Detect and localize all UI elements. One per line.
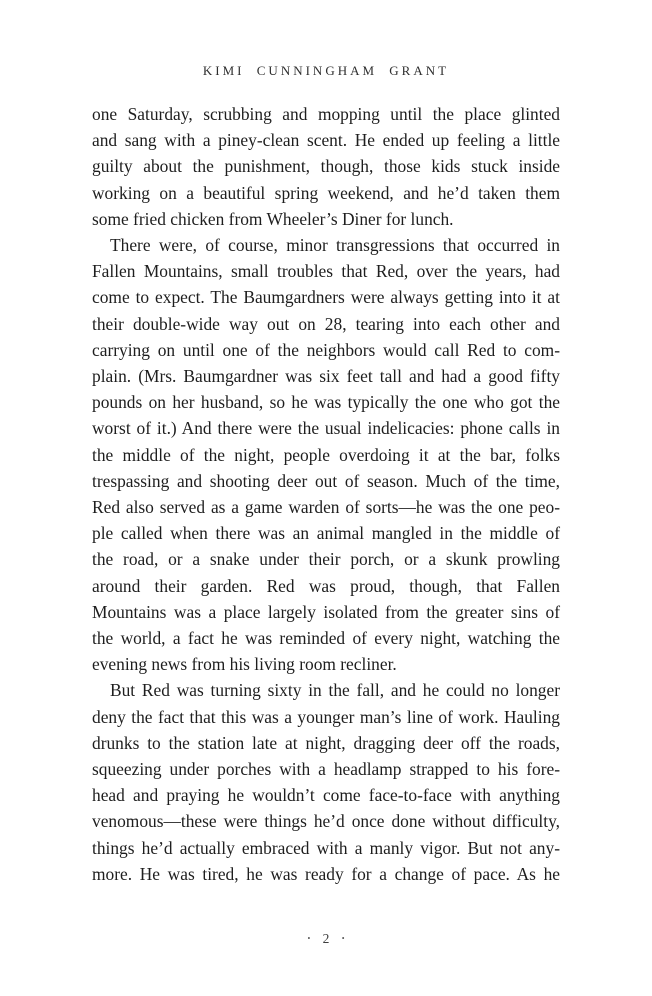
text-line: Fallen Mountains, small troubles that Red, over the years, had xyxy=(92,261,560,282)
text-line: more. He was tired, he was ready for a change of pace. As he xyxy=(92,863,560,884)
page-footer xyxy=(0,929,652,949)
text-line: the world, a fact he was reminded of every night, watching the xyxy=(92,628,560,649)
text-line: around their garden. Red was proud, though, that Fallen xyxy=(92,575,560,596)
text-line: There were, of course, minor transgressions that occurred in xyxy=(110,235,560,256)
text-line: drunks to the station late at night, dragging deer off the roads, xyxy=(92,732,560,753)
text-line: guilty about the punishment, though, those kids stuck inside xyxy=(92,156,560,177)
page-body xyxy=(92,101,560,887)
text-line: evening news from his living room recliner. xyxy=(92,654,397,675)
text-line: Mountains was a place largely isolated from the greater sins of xyxy=(92,601,560,622)
text-line: the road, or a snake under their porch, or a skunk prowling xyxy=(92,549,560,570)
text-line: one Saturday, scrubbing and mopping until the place glinted xyxy=(92,104,560,124)
text-line: Red also served as a game warden of sorts—he was the one peo- xyxy=(92,497,560,518)
running-header: KIMI CUNNINGHAM GRANT xyxy=(202,63,450,78)
footer-decoration-left: • xyxy=(307,934,311,943)
text-line: some fried chicken from Wheeler’s Diner for lunch. xyxy=(92,208,454,229)
footer-decoration-right: • xyxy=(341,934,345,943)
text-line: working on a beautiful spring weekend, and he’d taken them xyxy=(92,182,560,203)
text-line: ple called when there was an animal mangled in the middle of xyxy=(92,523,560,544)
text-line: venomous—these were things he’d once done without difficulty, xyxy=(92,811,560,832)
page-number: 2 xyxy=(322,931,330,946)
text-line: But Red was turning sixty in the fall, and he could no longer xyxy=(110,680,560,701)
text-line: their double-wide way out on 28, tearing into each other and xyxy=(92,313,560,334)
text-line: pounds on her husband, so he was typically the one who got the xyxy=(92,392,560,413)
text-line: head and praying he wouldn’t come face-to-face with anything xyxy=(92,785,560,806)
text-line: squeezing under porches with a headlamp strapped to his fore- xyxy=(92,759,560,780)
text-line: and sang with a piney-clean scent. He ended up feeling a little xyxy=(92,130,560,151)
text-line: worst of it.) And there were the usual indelicacies: phone calls in xyxy=(92,418,560,439)
text-line: come to expect. The Baumgardners were always getting into it at xyxy=(92,287,560,308)
text-line: trespassing and shooting deer out of season. Much of the time, xyxy=(92,470,560,491)
text-line: carrying on until one of the neighbors would call Red to com- xyxy=(92,339,560,360)
text-line: the middle of the night, people overdoing it at the bar, folks xyxy=(92,444,560,465)
text-line: things he’d actually embraced with a manly vigor. But not any- xyxy=(92,837,560,858)
text-line: plain. (Mrs. Baumgardner was six feet tall and had a good fifty xyxy=(92,366,560,387)
text-line: deny the fact that this was a younger man’s line of work. Hauling xyxy=(92,706,560,727)
